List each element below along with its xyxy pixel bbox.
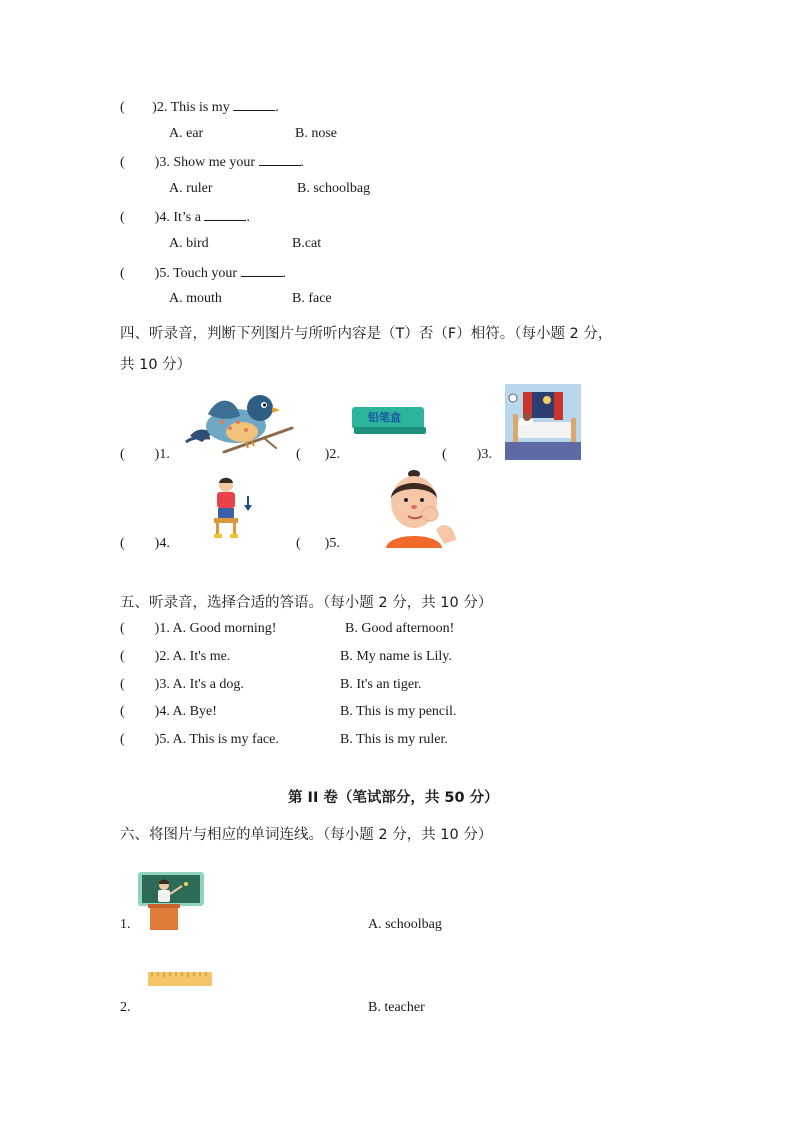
teacher-picture [138,872,206,932]
option-a[interactable]: A. mouth [169,291,222,306]
response-item-5: ( )5. A. This is my face. [120,732,279,747]
option-b[interactable]: B. This is my ruler. [340,732,448,747]
option-a[interactable]: A. bird [169,236,209,251]
option-b[interactable]: B. Good afternoon! [345,621,455,636]
option-b[interactable]: B. nose [295,126,337,141]
response-item-1: ( )1. A. Good morning! [120,621,277,636]
answer-blank[interactable] [233,98,275,111]
question-5: ( )5. Touch your . [120,266,287,281]
response-item-3: ( )3. A. It's a dog. [120,677,244,692]
match-item-2-number: 2. [120,1000,131,1015]
answer-blank[interactable] [241,264,283,277]
match-word-b[interactable]: B. teacher [368,1000,425,1015]
bedroom-picture [505,384,581,460]
option-a[interactable]: A. ear [169,126,204,141]
question-3: ( )3. Show me your . [120,155,304,170]
option-a[interactable]: )2. A. It's me. [154,649,231,664]
response-item-2: ( )2. A. It's me. [120,649,231,664]
match-item-1-number: 1. [120,917,131,932]
judge-item-5: ( )5. [296,536,340,551]
option-a[interactable]: )4. A. Bye! [154,704,217,719]
part2-title: 第 II 卷（笔试部分，共 50 分） [288,790,499,806]
question-2: ( )2. This is my . [120,100,279,115]
option-a[interactable]: )1. A. Good morning! [154,621,277,636]
answer-blank[interactable] [259,153,301,166]
option-a[interactable]: )3. A. It's a dog. [154,677,244,692]
pencil-box-label: 铅笔盒 [368,411,401,424]
ruler-picture [148,972,214,988]
judge-item-3: ( )3. [442,447,492,462]
option-b[interactable]: B. schoolbag [297,181,371,196]
judge-item-4: ( )4. [120,536,170,551]
judge-item-1: ( )1. [120,447,170,462]
section6-heading: 六、将图片与相应的单词连线。（每小题 2 分，共 10 分） [120,827,493,843]
section5-heading: 五、听录音，选择合适的答语。（每小题 2 分，共 10 分） [120,595,493,611]
option-b[interactable]: B. It's an tiger. [340,677,422,692]
face-picture [384,470,460,550]
option-a[interactable]: A. ruler [169,181,213,196]
option-b[interactable]: B.cat [292,236,322,251]
match-word-a[interactable]: A. schoolbag [368,917,442,932]
bird-picture [184,386,296,458]
section4-heading-cont: 共 10 分） [120,357,192,373]
answer-blank[interactable] [204,208,246,221]
section4-heading: 四、听录音，判断下列图片与所听内容是（T）否（F）相符。（每小题 2 分， [120,326,613,342]
judge-item-2: ( )2. [296,447,340,462]
sit-down-picture [210,476,258,540]
question-4: ( )4. It’s a . [120,210,250,225]
option-b[interactable]: B. face [292,291,332,306]
option-b[interactable]: B. My name is Lily. [340,649,452,664]
response-item-4: ( )4. A. Bye! [120,704,217,719]
option-a[interactable]: )5. A. This is my face. [154,732,279,747]
option-b[interactable]: B. This is my pencil. [340,704,457,719]
